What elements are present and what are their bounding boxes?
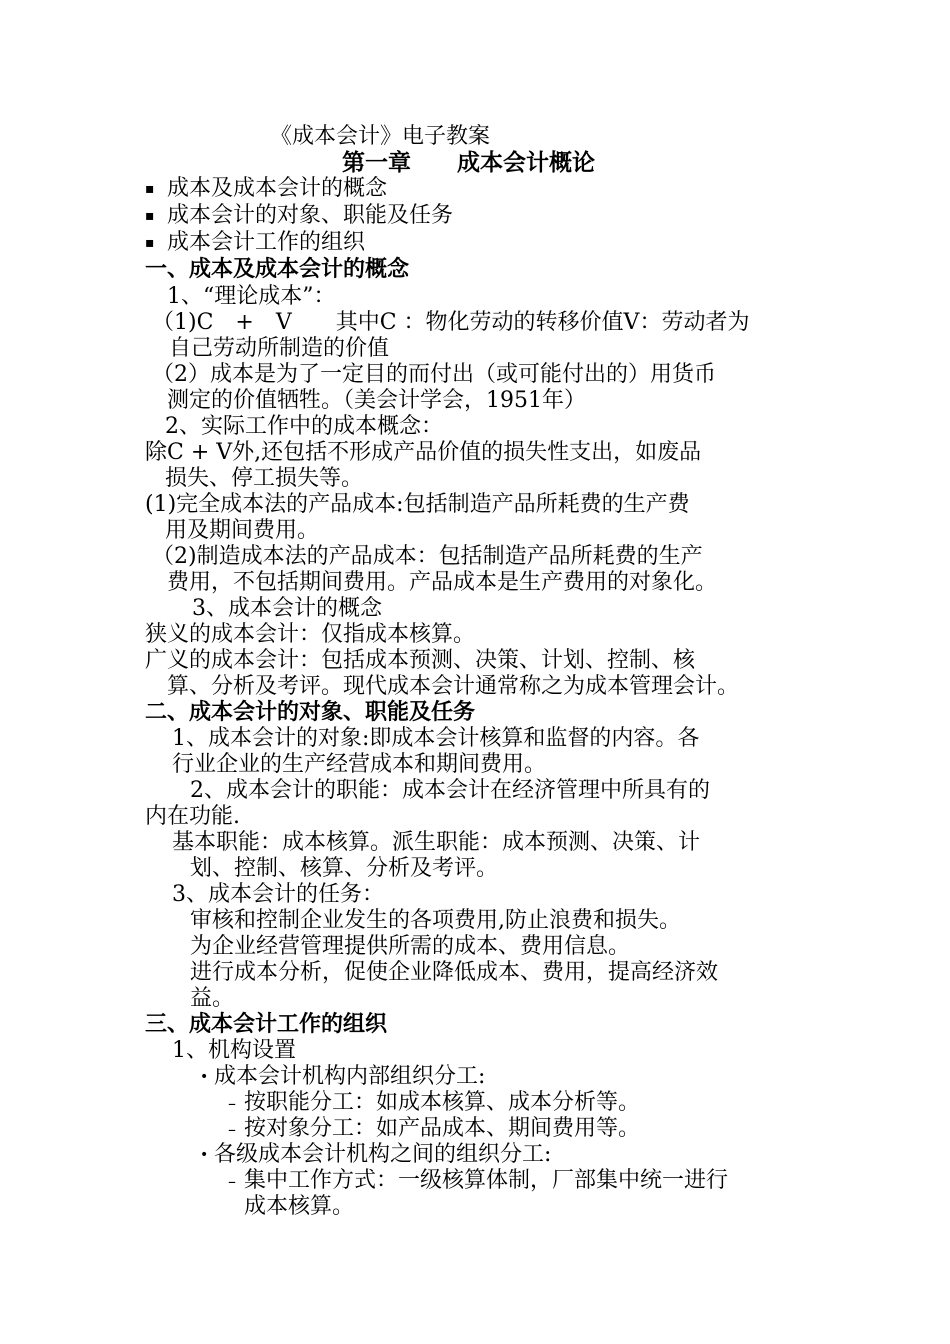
paragraph: 费用，不包括期间费用。产品成本是生产费用的对象化。 xyxy=(167,570,718,595)
list-item: – 集中工作方式：一级核算体制，厂部集中统一进行 xyxy=(228,1168,729,1193)
bullet-icon: • xyxy=(200,1069,209,1085)
section-heading: 二、成本会计的对象、职能及任务 xyxy=(145,700,476,725)
dash-icon: – xyxy=(228,1120,236,1139)
paragraph: 益。 xyxy=(190,986,235,1011)
paragraph: (1)完全成本法的产品成本:包括制造产品所耗费的生产费 xyxy=(145,492,690,517)
toc-item: ▪ 成本会计工作的组织 xyxy=(145,230,366,255)
paragraph: 2、实际工作中的成本概念： xyxy=(165,414,443,439)
paragraph: 1、“理论成本”： xyxy=(167,284,336,309)
paragraph: 2、成本会计的职能：成本会计在经济管理中所具有的 xyxy=(190,778,710,803)
toc-item: ▪ 成本会计的对象、职能及任务 xyxy=(145,203,454,228)
paragraph: 自己劳动所制造的价值 xyxy=(169,336,390,361)
section-heading: 三、成本会计工作的组织 xyxy=(145,1012,388,1037)
paragraph: 测定的价值牺牲。（美会计学会，1951年） xyxy=(167,388,586,413)
paragraph: 内在功能. xyxy=(145,804,240,829)
paragraph: 3、成本会计的概念 xyxy=(192,596,382,621)
paragraph: 算、分析及考评。现代成本会计通常称之为成本管理会计。 xyxy=(167,674,740,699)
list-item: • 成本会计机构内部组织分工: xyxy=(200,1064,486,1089)
list-item: – 按对象分工：如产品成本、期间费用等。 xyxy=(228,1116,641,1141)
paragraph: 行业企业的生产经营成本和期间费用。 xyxy=(172,752,547,777)
document-title: 《成本会计》电子教案 xyxy=(270,124,491,149)
bullet-icon: ▪ xyxy=(145,235,155,251)
toc-item: ▪ 成本及成本会计的概念 xyxy=(145,176,388,201)
paragraph: 划、控制、核算、分析及考评。 xyxy=(190,856,499,881)
paragraph: 审核和控制企业发生的各项费用,防止浪费和损失。 xyxy=(190,908,681,933)
paragraph: （2）成本是为了一定目的而付出（或可能付出的）用货币 xyxy=(152,362,716,387)
paragraph: 为企业经营管理提供所需的成本、费用信息。 xyxy=(190,934,631,959)
bullet-icon: ▪ xyxy=(145,208,155,224)
section-heading: 一、成本及成本会计的概念 xyxy=(145,257,410,282)
paragraph: 基本职能：成本核算。派生职能：成本预测、决策、计 xyxy=(172,830,701,855)
paragraph: 3、成本会计的任务： xyxy=(172,882,384,907)
paragraph: 用及期间费用。 xyxy=(165,518,320,543)
paragraph: 损失、停工损失等。 xyxy=(165,466,364,491)
paragraph: 1、机构设置 xyxy=(172,1038,296,1063)
dash-icon: – xyxy=(228,1094,236,1113)
chapter-title: 第一章 成本会计概论 xyxy=(342,150,595,176)
paragraph: 成本核算。 xyxy=(244,1194,355,1219)
paragraph: 狭义的成本会计：仅指成本核算。 xyxy=(145,622,476,647)
list-item: • 各级成本会计机构之间的组织分工: xyxy=(200,1142,552,1167)
paragraph: （1)C + V 其中C ：物化劳动的转移价值V：劳动者为 xyxy=(152,310,750,335)
paragraph: 进行成本分析，促使企业降低成本、费用，提高经济效 xyxy=(190,960,719,985)
paragraph: 1、成本会计的对象:即成本会计核算和监督的内容。各 xyxy=(172,726,700,751)
paragraph: 广义的成本会计：包括成本预测、决策、计划、控制、核 xyxy=(145,648,696,673)
paragraph: 除C + V外,还包括不形成产品价值的损失性支出，如废品 xyxy=(145,440,702,465)
bullet-icon: • xyxy=(200,1147,209,1163)
list-item: – 按职能分工：如成本核算、成本分析等。 xyxy=(228,1090,641,1115)
bullet-icon: ▪ xyxy=(145,181,155,197)
dash-icon: – xyxy=(228,1172,236,1191)
paragraph: （2)制造成本法的产品成本：包括制造产品所耗费的生产 xyxy=(152,544,703,569)
